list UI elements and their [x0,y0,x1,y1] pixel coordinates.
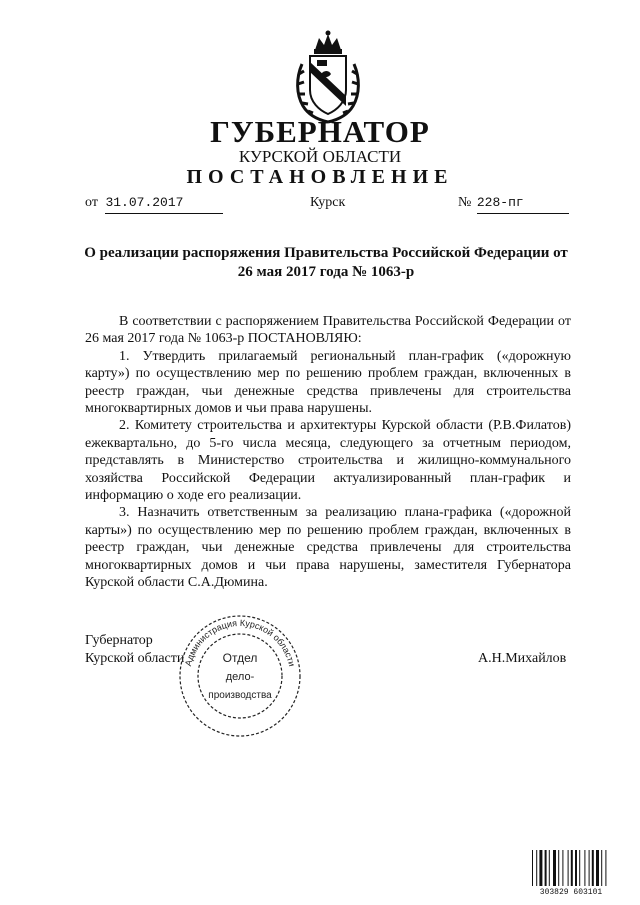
stamp-ring-text: Администрация Курской области [183,617,298,668]
signatory-name: А.Н.Михайлов [478,651,567,666]
document-title: ГУБЕРНАТОР [210,114,430,149]
city: Курск [310,195,346,210]
date-value: 31.07.2017 [105,193,223,214]
subject-line-1: О реализации распоряжения Правительства Российской Федерации от [84,245,568,261]
body-paragraph: 3. Назначить ответственным за реализацию плана-графика («дорожной карты») по осуществлению мер по решению проблем граждан, включенных в реестр граждан, чьи денежные средства привлечены для строительства многоквартирных домов и чьи права нарушены, заместителя Губернатора Курской области С.А.Дюмина. [85,505,571,591]
body-paragraph: 1. Утвердить прилагаемый региональный план-график («дорожную карту») по осуществлению мер по решению проблем граждан, включенных в реестр граждан, чьи денежные средства привлечены для строительства многоквартирных домов и чьи права нарушены. [85,348,571,417]
stamp-line-1: Отдел [222,651,258,665]
document-type: ПОСТАНОВЛЕНИЕ [186,166,454,188]
date-prefix: от [85,195,98,210]
signatory-position-line-1: Губернатор [85,633,153,648]
office-stamp [176,612,304,740]
subject-line-2: 26 мая 2017 года № 1063-р [237,264,415,280]
region-title: КУРСКОЙ ОБЛАСТИ [238,147,402,166]
stamp-line-2: дело- [225,671,255,683]
barcode [530,848,612,896]
number-field [458,193,569,214]
coat-of-arms-icon [293,30,363,124]
document-body [85,313,571,592]
body-paragraph: 2. Комитету строительства и архитектуры Курской области (Р.В.Филатов) ежеквартально, до 5-го числа месяца, следующего за отчетным периодом, представлять в Министерство строительства и жилищно-коммунального хозяйства Российской Федерации актуализированный план-график и информацию о ходе его реализации. [85,418,571,504]
number-value: 228-пг [477,193,569,214]
date-field [85,193,223,214]
body-paragraph: В соответствии с распоряжением Правительства Российской Федерации от 26 мая 2017 года № 1063-р ПОСТАНОВЛЯЮ: [85,314,571,347]
number-prefix: № [458,195,472,210]
signatory-position-line-2: Курской области [85,651,185,666]
stamp-line-3: производства [208,690,272,701]
document-subject [78,244,574,282]
barcode-number: 303829 603101 [539,888,603,896]
signatory-position [85,632,184,668]
